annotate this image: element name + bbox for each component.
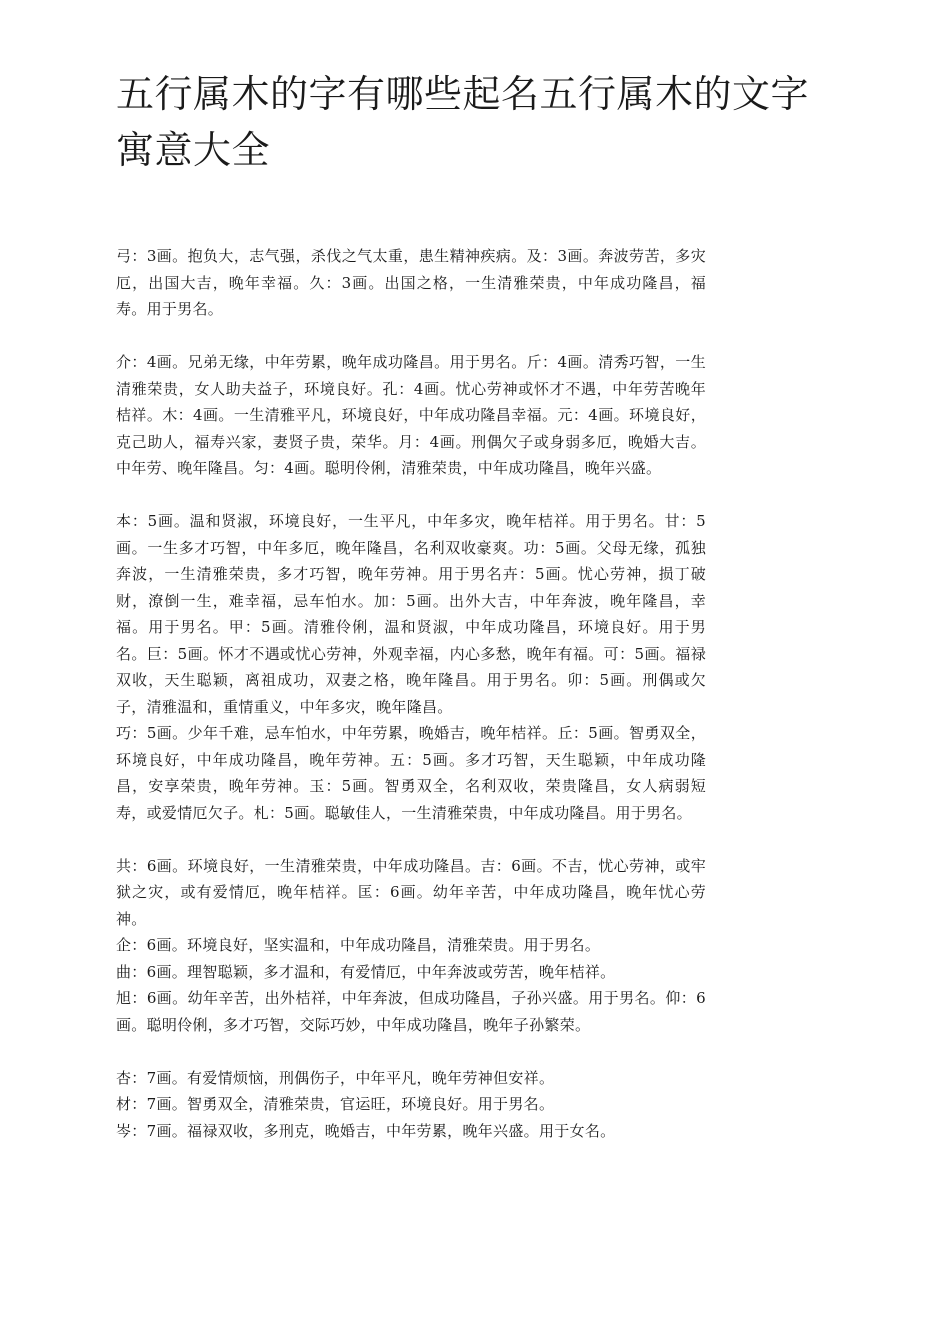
paragraph-7-strokes-c: 岑：7画。福禄双收，多刑克，晚婚吉，中年劳累，晚年兴盛。用于女名。 <box>116 1121 616 1140</box>
document-body <box>116 243 706 1144</box>
paragraph-4-strokes: 介：4画。兄弟无缘，中年劳累，晚年成功隆昌。用于男名。斤：4画。清秀巧智，一生清雅荣贵，女人助夫益子，环境良好。孔：4画。忧心劳神或怀才不遇，中年劳苦晚年桔祥。木：4画。一生清雅平凡，环境良好，中年成功隆昌幸福。元：4画。环境良好，克己助人，福寿兴家，妻贤子贵，荣华。月：4画。刑偶欠子或身弱多厄，晚婚大吉。中年劳、晚年隆昌。匀：4画。聪明伶俐，清雅荣贵，中年成功隆昌，晚年兴盛。 <box>116 353 706 477</box>
paragraph-6-strokes-a: 共：6画。环境良好，一生清雅荣贵，中年成功隆昌。吉：6画。不吉，忧心劳神，或牢狱之灾，或有爱情厄，晚年桔祥。匡：6画。幼年辛苦，中年成功隆昌，晚年忧心劳神。 <box>116 856 706 928</box>
paragraph-6-strokes-d: 旭：6画。幼年辛苦，出外桔祥，中年奔波，但成功隆昌，子孙兴盛。用于男名。仰：6画。聪明伶俐，多才巧智，交际巧妙，中年成功隆昌，晚年子孙繁荣。 <box>116 989 706 1034</box>
paragraph-7-strokes-a: 杏：7画。有爱情烦恼，刑偶伤子，中年平凡，晚年劳神但安祥。 <box>116 1068 555 1087</box>
paragraph-7-strokes-b: 材：7画。智勇双全，清雅荣贵，官运旺，环境良好。用于男名。 <box>116 1095 555 1113</box>
paragraph-6-strokes-b: 企：6画。环境良好，坚实温和，中年成功隆昌，清雅荣贵。用于男名。 <box>116 936 601 954</box>
document-title: 五行属木的字有哪些起名五行属木的文字寓意大全 <box>116 72 810 172</box>
paragraph-5-strokes-b: 巧：5画。少年千难，忌车怕水，中年劳累，晚婚吉，晚年桔祥。丘：5画。智勇双全，环境良好，中年成功隆昌，晚年劳神。五：5画。多才巧智，天生聪颖，中年成功隆昌，安享荣贵，晚年劳神。玉：5画。智勇双全，名利双收，荣贵隆昌，女人病弱短寿，或爱情厄欠子。札：5画。聪敏佳人，一生清雅荣贵，中年成功隆昌。用于男名。 <box>116 724 706 822</box>
paragraph-5-strokes-a: 本：5画。温和贤淑，环境良好，一生平凡，中年多灾，晚年桔祥。用于男名。甘：5画。一生多才巧智，中年多厄，晚年隆昌，名利双收豪爽。功：5画。父母无缘，孤独奔波，一生清雅荣贵，多才巧智，晚年劳神。用于男名卉：5画。忧心劳神，损丁破财，潦倒一生，难幸福，忌车怕水。加：5画。出外大吉，中年奔波，晚年隆昌，幸福。用于男名。甲：5画。清雅伶俐，温和贤淑，中年成功隆昌，环境良好。用于男名。巨：5画。怀才不遇或忧心劳神，外观幸福，内心多愁，晚年有福。可：5画。福禄双收，天生聪颖，离祖成功，双妻之格，晚年隆昌。用于男名。卯：5画。刑偶或欠子，清雅温和，重情重义，中年多灾，晚年隆昌。 <box>116 512 706 716</box>
paragraph-6-strokes-c: 曲：6画。理智聪颖，多才温和，有爱情厄，中年奔波或劳苦，晚年桔祥。 <box>116 962 616 981</box>
paragraph-3-strokes: 弓：3画。抱负大，志气强，杀伐之气太重，患生精神疾病。及：3画。奔波劳苦，多灾厄，出国大吉，晚年幸福。久：3画。出国之格，一生清雅荣贵，中年成功隆昌，福寿。用于男名。 <box>116 247 706 318</box>
